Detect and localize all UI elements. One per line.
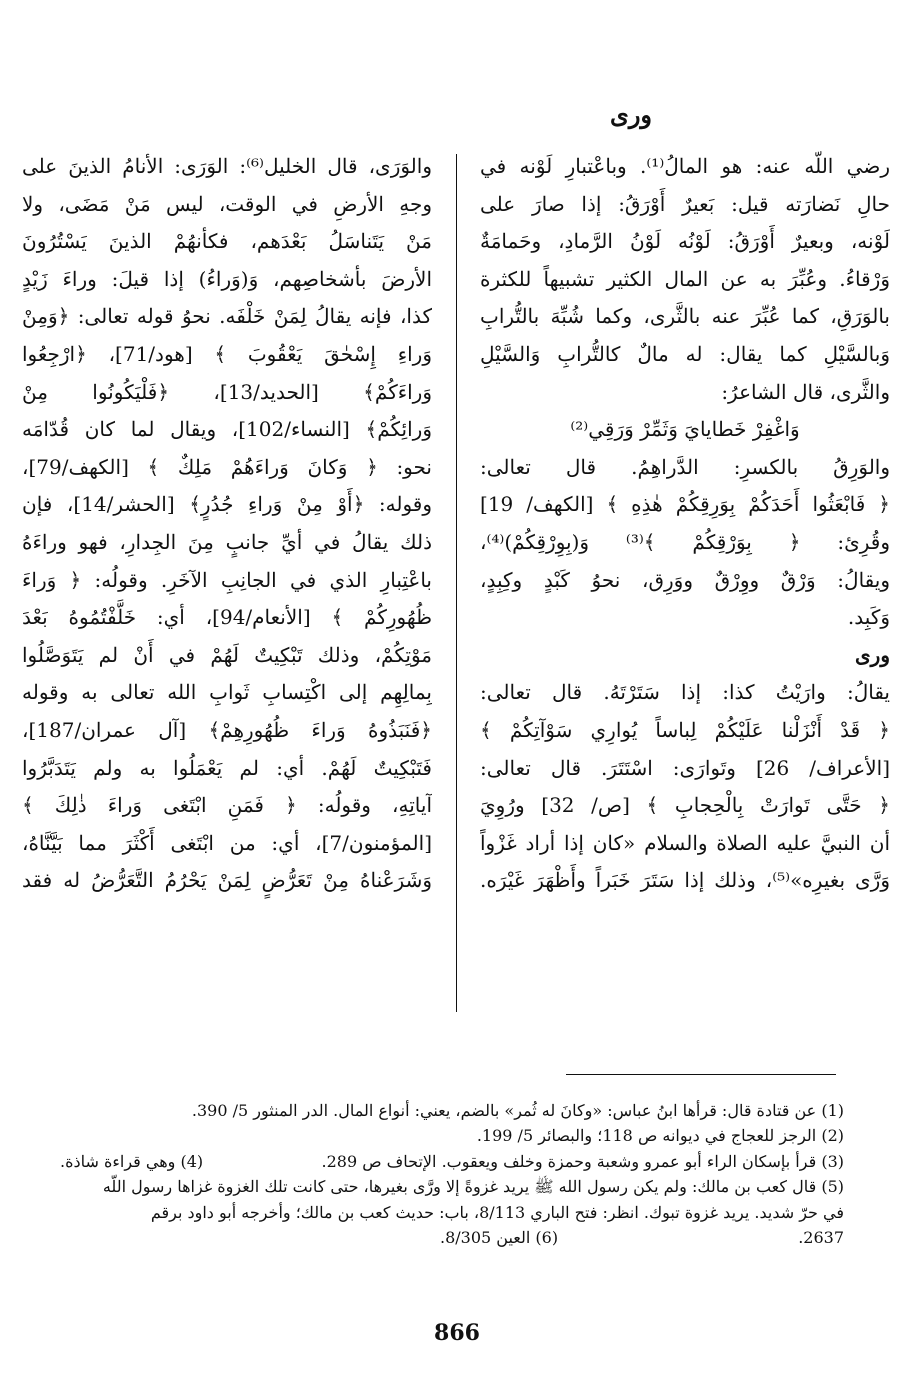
text-columns [22,148,890,1048]
footnote-6: (6) العين 8/305. [440,1228,559,1248]
footnote-3: (3) قرأ بإسكان الراء أبو عمرو وشعبة وحمزة وخلف ويعقوب. الإتحاف ص 289. [321,1151,844,1171]
text-line: حالِ نَضارَته قيل: بَعيرٌ أَوْرَقُ: إذا صارَ على [480,191,890,216]
text-line: وَبالسَّيْلِ كما يقال: له مالٌ كالتُّرابِ وَالسَّيْلِ [480,341,890,366]
text-line: وَرَّى بغيرِه»⁽⁵⁾، وذلك إذا سَتَرَ خَبَراً وأَظْهَرَ غَيْرَه. [480,868,890,893]
text-line: لَوْنه، وبعيرٌ أَوْرَقُ: لَوْنُه لَوْنُ الرَّمادِ، وحَمامَةٌ [480,229,890,254]
text-line: وَشَرَعْناهُ مِنْ تَعَرُّضٍ لِمَنْ يَحْرُمُ التَّعَرُّضُ له فقد [22,868,432,893]
footnote-1: (1) عن قتادة قال: قرأها ابنُ عباس: «وكانَ له ثُمر» بالضم، يعني: أنواع المال. الدر المنثور 5/ 390. [191,1101,844,1120]
footnote-5-continued: في حرّ شديد. يريد غزوة تبوك. انظر: فتح الباري 8/113، باب: حديث كعب بن مالك؛ وأخرجه أبو داود برقم [150,1202,844,1222]
text-line: والوَرَى، قال الخليل⁽⁶⁾: الوَرَى: الأنامُ الذينَ على [22,154,432,178]
text-line: باعْتِبارِ الذي في الجانِبِ الآخَرِ. وقولُه: ﴿ وَراءَ [22,567,432,592]
text-line: بالوَرَقِ، كما عُبِّرَ عنه بالثَّرى، وكما شُبِّهَ بالتُّرابِ [480,304,890,329]
left-column [22,148,432,900]
text-line: وَكَبِد. [847,605,890,630]
text-line: مَنْ يَتَناسَلُ بَعْدَهم، فكأنهُمْ الذينَ يَسْتُرُونَ [22,229,432,254]
running-header: ورى [610,100,652,129]
text-line: وقوله: ﴿أَوْ مِنْ وَراءِ جُدُرٍ﴾ [الحشر/14]، فإن [22,492,432,517]
text-line: والثَّرى، قال الشاعرُ: [721,379,890,404]
text-line: آياتِهِ، وقولُه: ﴿ فَمَنِ ابْتَغى وَراءَ ذٰلِكَ ﴾ [22,793,432,818]
footnote-2: (2) الرجز للعجاج في ديوانه ص 118؛ والبصائر 5/ 199. [476,1126,844,1146]
text-line: ويقالُ: وَرْقٌ ووِرْقٌ ووَرِق، نحوُ كَبْدٍ وكِبِدٍ، [480,567,890,592]
footnote-4: (4) وهي قراءة شاذة. [60,1151,204,1171]
text-line: وَراءَكُمْ﴾ [الحديد/13]، ﴿فَلْيَكُونُوا مِنْ [22,379,432,404]
footnote-row-5-6 [60,1225,844,1250]
text-line: وقُرِئ: ﴿ بِوَرْقِكُمْ ﴾⁽³⁾ وَ(بِوِرْقِكُمْ)⁽⁴⁾، [480,529,890,554]
text-line: ﴿ قَدْ أَنْزَلْنا عَلَيْكُمْ لِباساً يُوارِي سَوْآتِكُمْ ﴾ [480,717,890,742]
text-line: [الأعراف/ 26] وتَوارَى: اسْتَتَرَ. قال تعالى: [480,755,890,780]
text-line: والوَرِقُ بالكسرِ: الدَّراهِمُ. قال تعالى: [480,454,890,479]
text-line: وجهِ الأرضِ في الوقت، ليس مَنْ مَضَى، ولا [22,191,432,216]
footnote-5: (5) قال كعب بن مالك: ولم يكن رسول الله ﷺ يريد غزوةً إلا ورَّى بغيرها، حتى كانت تلك الغزوة غزاها رسول اللّه [102,1177,844,1197]
text-line: ذلك يقالُ في أيِّ جانبٍ مِنَ الجِدارِ، فهو وراءَهُ [22,529,432,554]
text-line: بِمالِهِم إلى اكْتِسابِ ثَوابِ الله تعالى به وقوله [22,680,432,705]
footnote-5-end: 2637. [798,1228,844,1248]
text-line: فَتَبْكِيتٌ لَهُمْ. أي: لم يَعْمَلُوا به ولم يَتَدَبَّرُوا [22,755,432,780]
footnote-separator [566,1074,836,1075]
page-number: 866 [434,1320,480,1346]
text-line: ﴿فَنَبَذُوهُ وَراءَ ظُهُورِهِمْ﴾ [آل عمران/187]، [22,717,432,742]
text-line: وَرائِكُمْ﴾ [النساء/102]، ويقال لما كان قُدّامَه [22,417,432,442]
right-column [480,148,890,900]
text-line: [المؤمنون/7]، أي: من ابْتَغى أَكْثَرَ مما بَيَّنَّاهُ، [22,830,432,855]
text-line: يقالُ: وارَيْتُ كذا: إذا سَتَرْتَهُ. قال تعالى: [480,680,890,705]
text-line: رضي اللّه عنه: هو المالُ⁽¹⁾. وباعْتبارِ لَوْنه في [480,154,890,178]
verse-line: وَاغْفِرْ خَطايايَ وَثَمِّرْ وَرَقِي⁽²⁾ [570,417,800,442]
text-line: أن النبيَّ عليه الصلاة والسلام «كان إذا أراد غَزْواً [480,830,890,855]
text-line: نحو: ﴿ وَكانَ وَراءَهُمْ مَلِكٌ ﴾ [الكهف/79]، [22,454,432,479]
footnotes [60,1098,844,1250]
column-divider [456,154,457,1012]
footnote-row-3-4 [60,1149,844,1174]
text-line: وَراءِ إِسْحٰقَ يَعْقُوبَ ﴾ [هود/71]، ﴿ارْجِعُوا [22,341,432,366]
text-line: ﴿ حَتَّى تَوارَتْ بِالْحِجابِ ﴾ [ص/ 32] ورُوِيَ [480,793,890,818]
text-line: الأرضَ بأشخاصِهم، وَ(وَراءُ) إذا قيلَ: وراءَ زَيْدٍ [22,266,432,291]
text-line: ﴿ فَابْعَثُوا أَحَدَكُمْ بِوَرِقِكُمْ هٰذِهِ ﴾ [الكهف/ 19] [480,492,890,517]
entry-heading: ورى [855,642,890,667]
text-line: كذا، فإنه يقالُ لِمَنْ خَلْفَه. نحوُ قوله تعالى: ﴿وَمِنْ [22,304,432,329]
text-line: ظُهُورِكُمْ ﴾ [الأنعام/94]، أي: خَلَّفْتُمُوهُ بَعْدَ [22,605,432,630]
text-line: وَرْقاءُ. وعُبِّرَ به عن المال الكثير تشبيهاً للكثرة [480,266,890,291]
text-line: مَوْتِكُمْ، وذلك تَبْكِيتٌ لَهُمْ في أَنْ لم يَتَوَصَّلُوا [22,642,432,667]
